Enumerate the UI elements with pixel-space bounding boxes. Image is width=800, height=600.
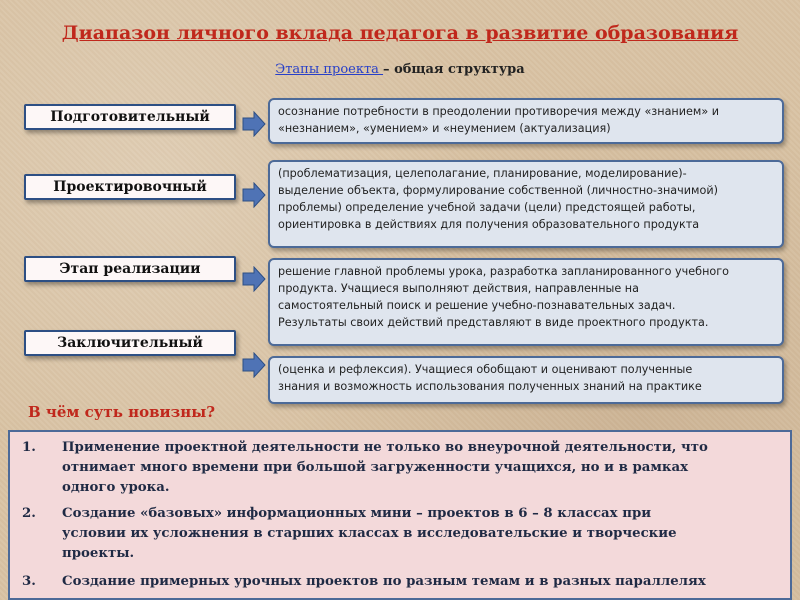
novelty-list: [8, 430, 792, 600]
project-stages-link[interactable]: Этапы проекта: [275, 62, 384, 77]
stage-final-description: [268, 356, 784, 404]
desc-line: Результаты своих действий представляют в виде проектного продукта.: [278, 316, 709, 329]
arrow-right-icon: [242, 182, 266, 208]
desc-line: осознание потребности в преодолении противоречия между «знанием» и: [278, 105, 720, 118]
list-line: Применение проектной деятельности не только во внеурочной деятельности, что: [62, 440, 708, 455]
slide-subtitle: [0, 62, 800, 77]
desc-line: проблемы) определение учебной задачи (цели) предстоящей работы,: [278, 201, 696, 214]
stage-preparatory-description: [268, 98, 784, 144]
novelty-question: В чём суть новизны?: [28, 403, 216, 421]
stage-preparatory: Подготовительный: [24, 104, 236, 130]
desc-line: продукта. Учащиеся выполняют действия, направленные на: [278, 282, 639, 295]
list-number: 3.: [22, 574, 36, 589]
arrow-right-icon: [242, 266, 266, 292]
stage-final: Заключительный: [24, 330, 236, 356]
desc-line: решение главной проблемы урока, разработка запланированного учебного: [278, 265, 729, 278]
list-line: отнимает много времени при большой загруженности учащихся, но и в рамках: [62, 460, 689, 475]
arrow-right-icon: [242, 111, 266, 137]
list-line: проекты.: [62, 546, 135, 561]
subtitle-rest: – общая структура: [383, 62, 525, 77]
arrow-right-icon: [242, 352, 266, 378]
stage-implementation: Этап реализации: [24, 256, 236, 282]
list-line: Создание примерных урочных проектов по разным темам и в разных параллелях: [62, 574, 706, 589]
list-line: условии их усложнения в старших классах в исследовательские и творческие: [62, 526, 677, 541]
desc-line: самостоятельный поиск и решение учебно-познавательных задач.: [278, 299, 676, 312]
stage-implementation-description: [268, 258, 784, 346]
stage-design-description: [268, 160, 784, 248]
stage-design: Проектировочный: [24, 174, 236, 200]
desc-line: знания и возможность использования полученных знаний на практике: [278, 380, 702, 393]
list-number: 1.: [22, 440, 36, 455]
desc-line: ориентировка в действиях для получения образовательного продукта: [278, 218, 700, 231]
desc-line: (оценка и рефлексия). Учащиеся обобщают и оценивают полученные: [278, 363, 693, 376]
list-line: одного урока.: [62, 480, 170, 495]
list-number: 2.: [22, 506, 36, 521]
slide-title: Диапазон личного вклада педагога в развитие образования: [61, 22, 739, 44]
list-line: Создание «базовых» информационных мини – проектов в 6 – 8 классах при: [62, 506, 652, 521]
desc-line: выделение объекта, формулирование собственной (личностно-значимой): [278, 184, 718, 197]
desc-line: «незнанием», «умением» и «неумением (актуализация): [278, 122, 611, 135]
desc-line: (проблематизация, целеполагание, планирование, моделирование)-: [278, 167, 687, 180]
